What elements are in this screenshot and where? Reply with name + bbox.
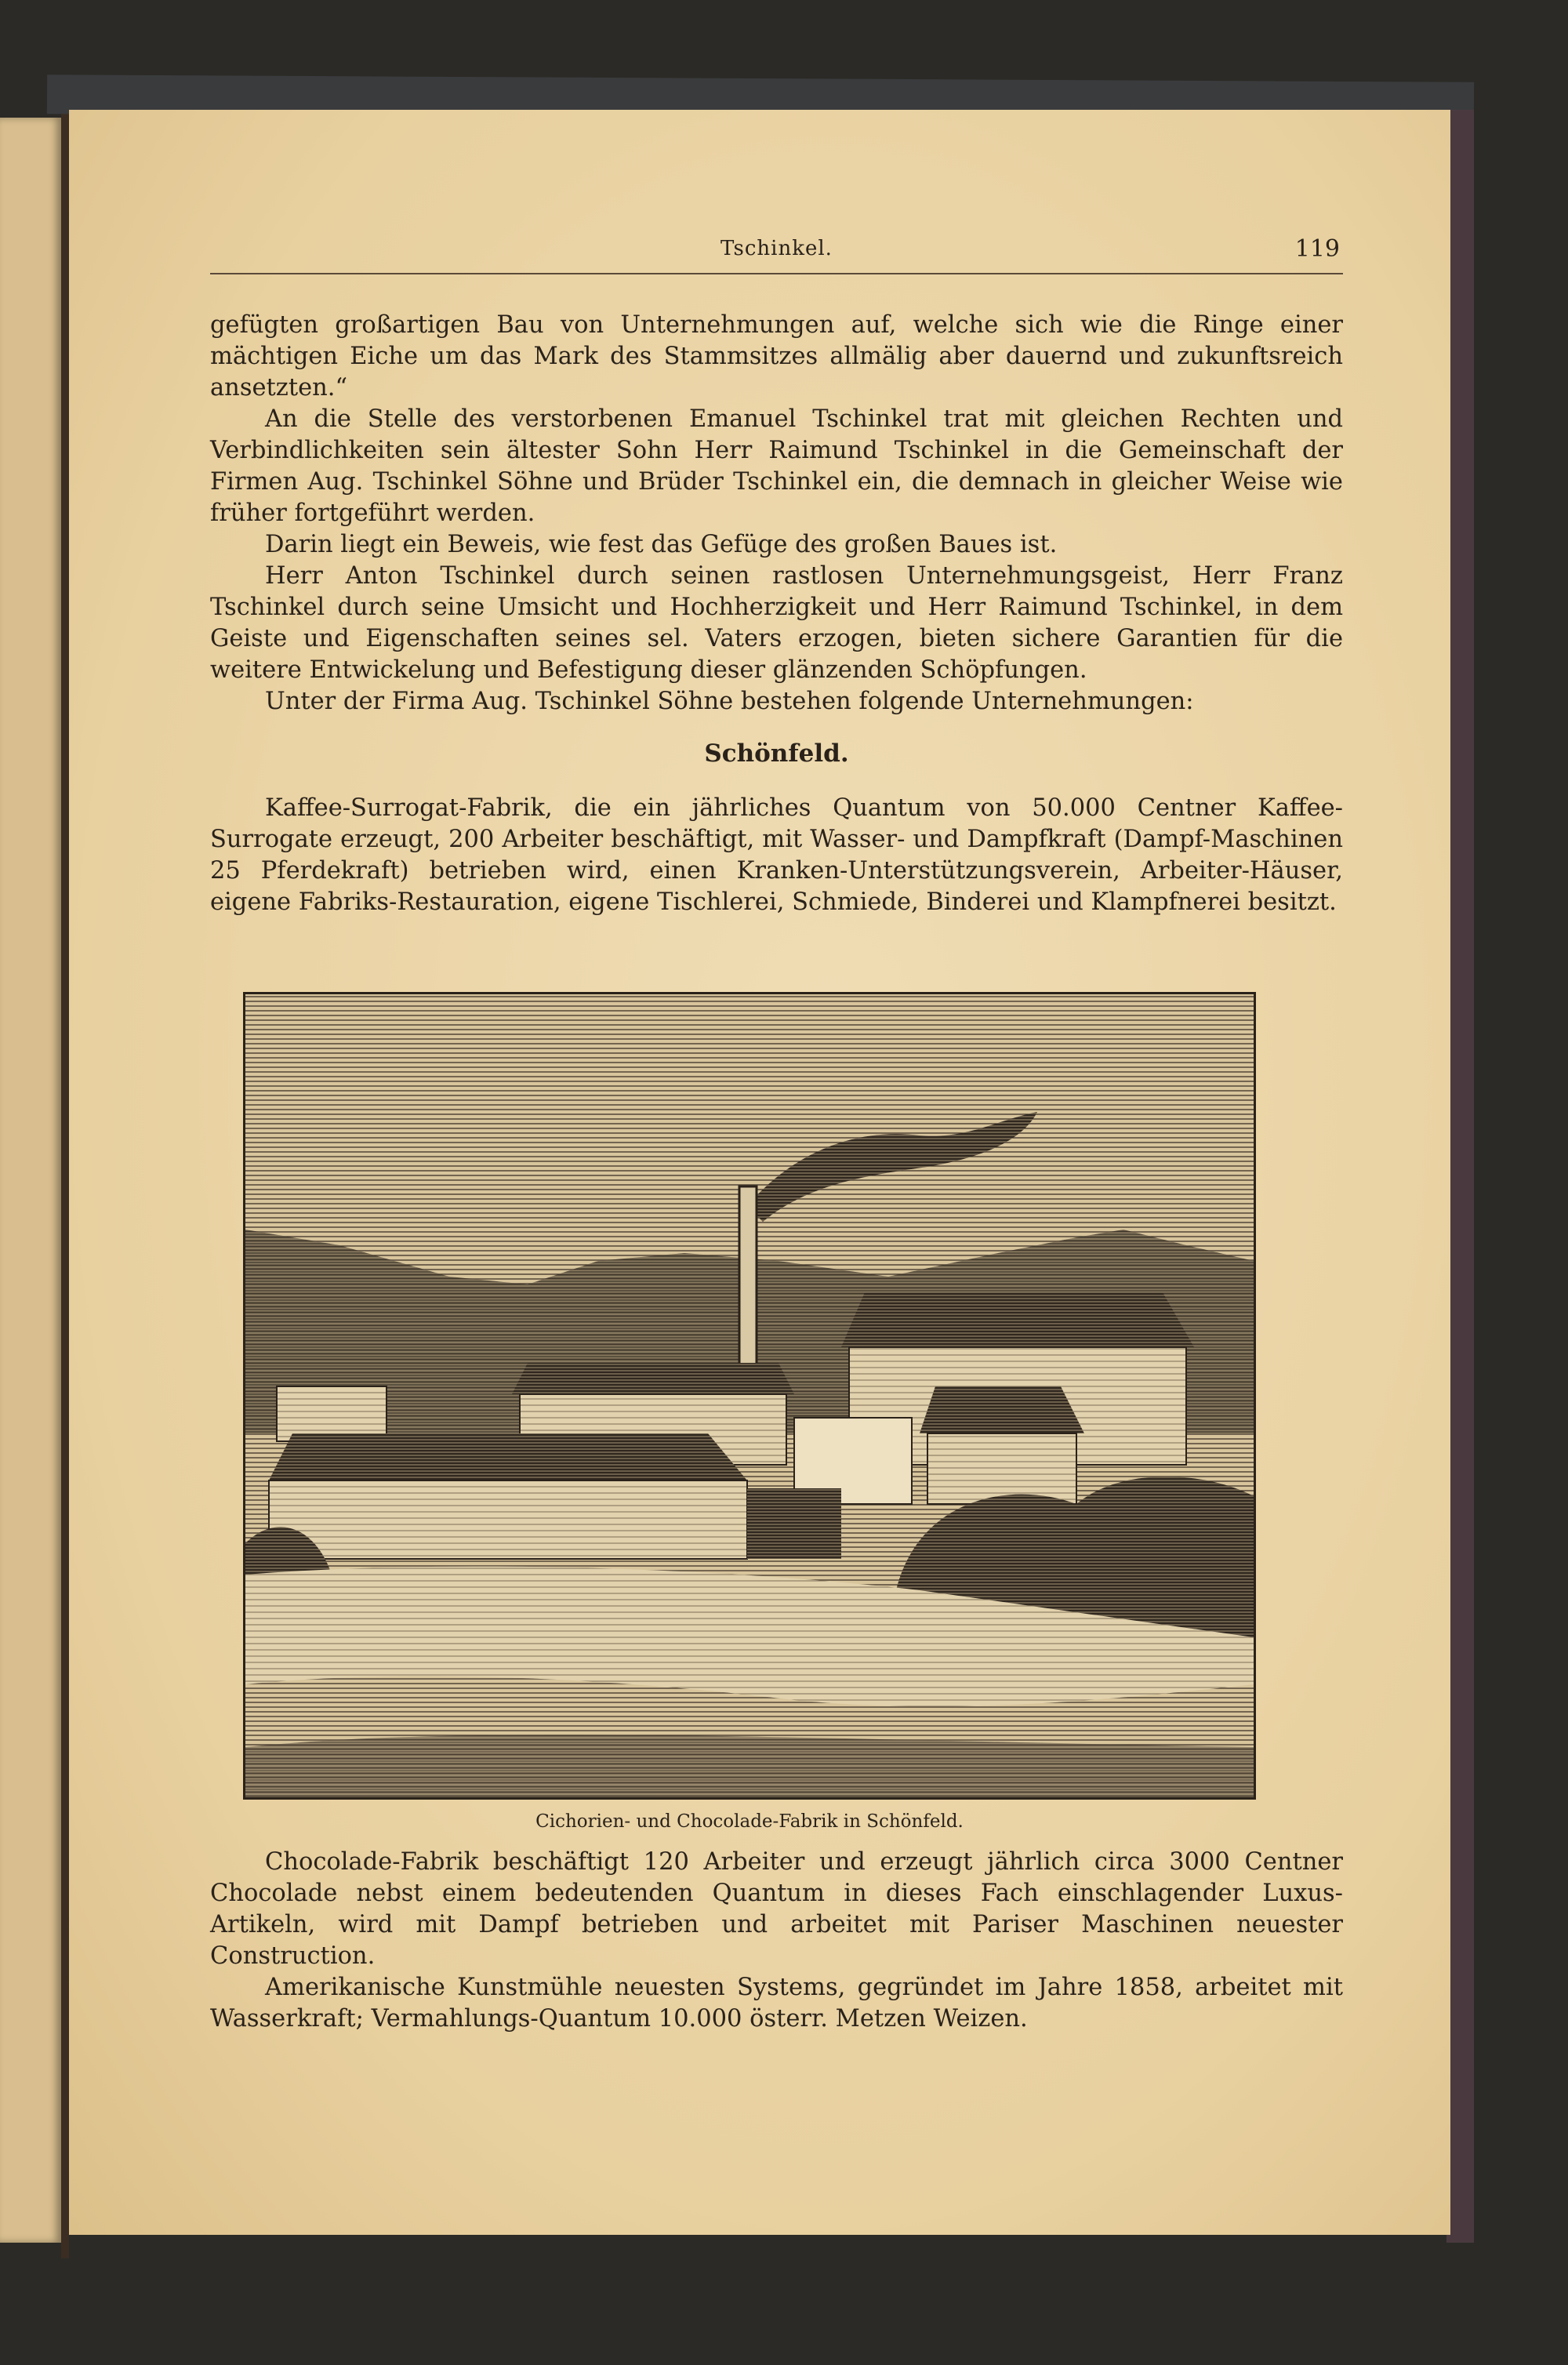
body-text-bottom [210, 1847, 1343, 2035]
body-text-top [210, 310, 1343, 918]
figure-caption: Cichorien- und Chocolade-Fabrik in Schönfeld. [535, 1811, 964, 1832]
left-page-edge [0, 118, 61, 2243]
middle-building-roof [512, 1363, 794, 1394]
gable-house [927, 1433, 1076, 1504]
running-head [210, 234, 1343, 274]
paragraph-succession: An die Stelle des verstorbenen Emanuel Tschinkel trat mit gleichen Rechten und Verbindlichkeiten sein ältester Sohn Herr Raimund Tschinkel in die Gemeinschaft der Firmen Aug. Tschinkel Söhne und Brüder Tschinkel ein, die demnach in gleicher Weise wie früher fortgeführt werden. [210, 405, 1343, 527]
chimney [739, 1186, 757, 1367]
front-building-roof [269, 1433, 747, 1480]
shed [747, 1488, 841, 1559]
front-building [269, 1480, 747, 1559]
paragraph-kaffee-surrogat: Kaffee-Surrogat-Fabrik, die ein jährliches Quantum von 50.000 Centner Kaffee-Surrogate erzeugt, 200 Arbeiter beschäftigt, mit Wasser- und Dampfkraft (Dampf-Maschinen 25 Pferdekraft) betrieben wird, einen Kranken-Unterstützungsverein, Arbeiter-Häuser, eigene Fabriks-Restauration, eigene Tischlerei, Schmiede, Binderei und Klampfnerei besitzt. [210, 794, 1343, 916]
book-spine [61, 94, 69, 2258]
gable-roof [920, 1386, 1084, 1433]
paragraph-chocolade: Chocolade-Fabrik beschäftigt 120 Arbeiter und erzeugt jährlich circa 3000 Centner Chocolade nebst einem bedeutenden Quantum in dieses Fach einschlagender Luxus-Artikeln, wird mit Dampf betrieben und arbeitet mit Pariser Maschinen neuester Construction. [210, 1848, 1343, 1970]
section-heading: Schönfeld. [704, 739, 849, 768]
factory-illustration [245, 994, 1254, 1797]
paragraph-continuation: gefügten großartigen Bau von Unternehmungen auf, welche sich wie die Ringe einer mächtigen Eiche um das Mark des Stammsitzes allmälig aber dauernd und zukunftsreich ansetzten.“ [210, 311, 1343, 401]
paragraph-owners: Herr Anton Tschinkel durch seinen rastlosen Unternehmungsgeist, Herr Franz Tschinkel durch seine Umsicht und Hochherzigkeit und Herr Raimund Tschinkel, in dem Geiste und Eigenschaften seines sel. Vaters erzogen, bieten sichere Garantien für die weitere Entwickelung und Befestigung dieser glänzenden Schöpfungen. [210, 562, 1343, 684]
small-house-left [277, 1386, 387, 1441]
running-title: Tschinkel. [720, 237, 833, 260]
paragraph-proof: Darin liegt ein Beweis, wie fest das Gefüge des großen Baues ist. [265, 531, 1058, 558]
paragraph-kunstmuehle: Amerikanische Kunstmühle neuesten Systems, gegründet im Jahre 1858, arbeitet mit Wasserkraft; Vermahlungs-Quantum 10.000 österr. Metzen Weizen. [210, 1974, 1343, 2033]
page-number: 119 [1294, 235, 1340, 263]
book-page [69, 110, 1450, 2235]
factory-engraving [243, 992, 1256, 1800]
paragraph-enterprises-intro: Unter der Firma Aug. Tschinkel Söhne bestehen folgende Unternehmungen: [265, 688, 1194, 715]
book-cover-right [1446, 110, 1474, 2243]
main-building-roof [841, 1292, 1194, 1347]
